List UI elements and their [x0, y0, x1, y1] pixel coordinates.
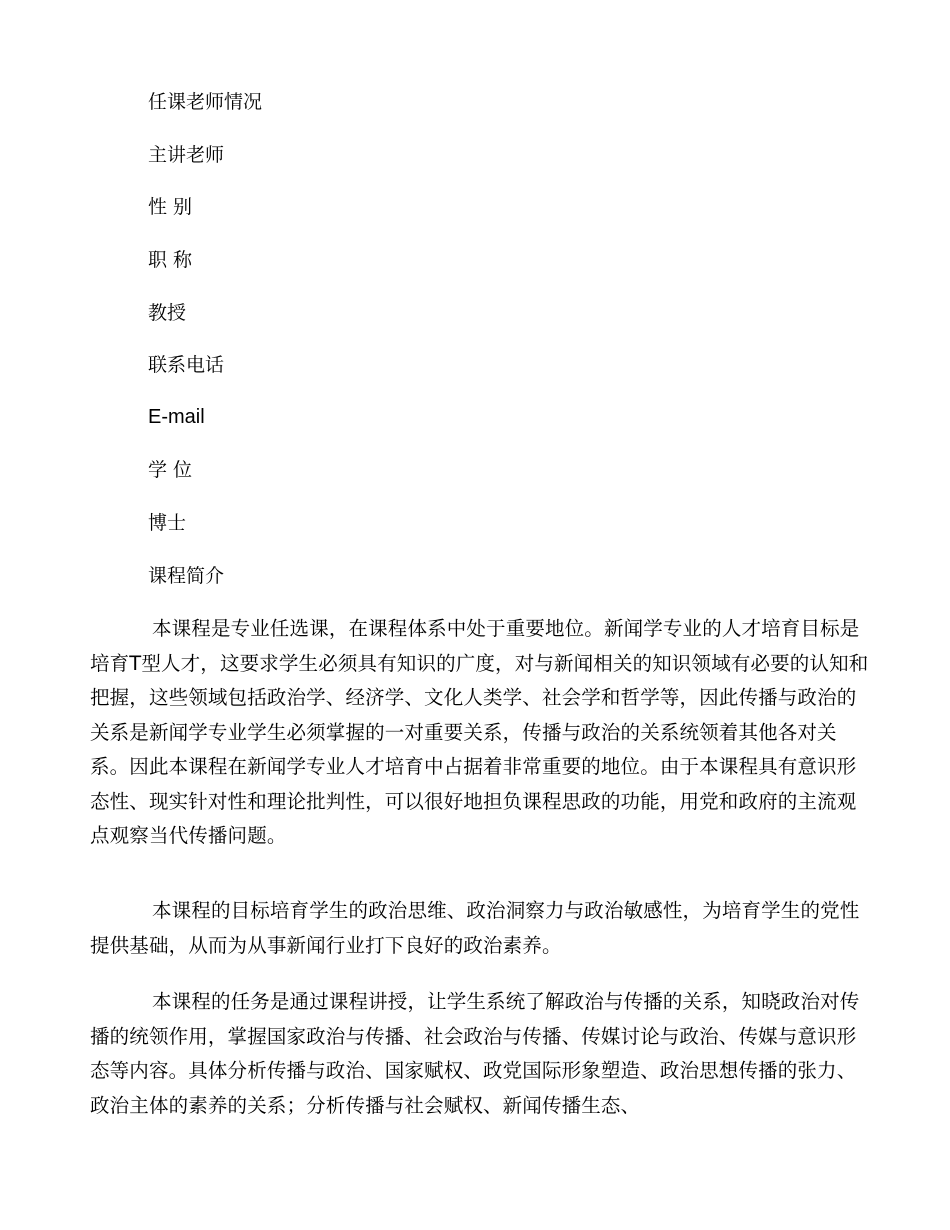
field-degree-value: 博士 [148, 512, 187, 534]
paragraph-course-task: 本课程的任务是通过课程讲授，让学生系统了解政治与传播的关系，知晓政治对传播的统领作用，掌握国家政治与传播、社会政治与传播、传媒讨论与政治、传媒与意识形态等内容。具体分析传播与政治、国家赋权、政党国际形象塑造、政治思想传播的张力、政治主体的素养的关系；分析传播与社会赋权、新闻传播生态、 [90, 990, 860, 1117]
field-email: E-mail [148, 406, 205, 428]
field-lecturer: 主讲老师 [148, 144, 225, 166]
field-phone: 联系电话 [148, 354, 225, 376]
field-title-value: 教授 [148, 302, 187, 324]
paragraph-course-position: 本课程是专业任选课，在课程体系中处于重要地位。新闻学专业的人才培育目标是培育T型人才，这要求学生必须具有知识的广度，对与新闻相关的知识领域有必要的认知和把握，这些领域包括政治学、经济学、文化人类学、社会学和哲学等，因此传播与政治的关系是新闻学专业学生必须掌握的一对重要关系，传播与政治的关系统领着其他各对关系。因此本课程在新闻学专业人才培育中占据着非常重要的地位。由于本课程具有意识形态性、现实针对性和理论批判性，可以很好地担负课程思政的功能，用党和政府的主流观点观察当代传播问题。 [90, 617, 869, 847]
field-title: 职 称 [148, 249, 193, 271]
field-teacher-info: 任课老师情况 [148, 91, 263, 113]
paragraph-course-goal: 本课程的目标培育学生的政治思维、政治洞察力与政治敏感性，为培育学生的党性提供基础，从而为从事新闻行业打下良好的政治素养。 [90, 899, 860, 957]
field-gender: 性 别 [148, 196, 193, 218]
field-course-intro: 课程简介 [148, 565, 225, 587]
field-degree: 学 位 [148, 459, 193, 481]
